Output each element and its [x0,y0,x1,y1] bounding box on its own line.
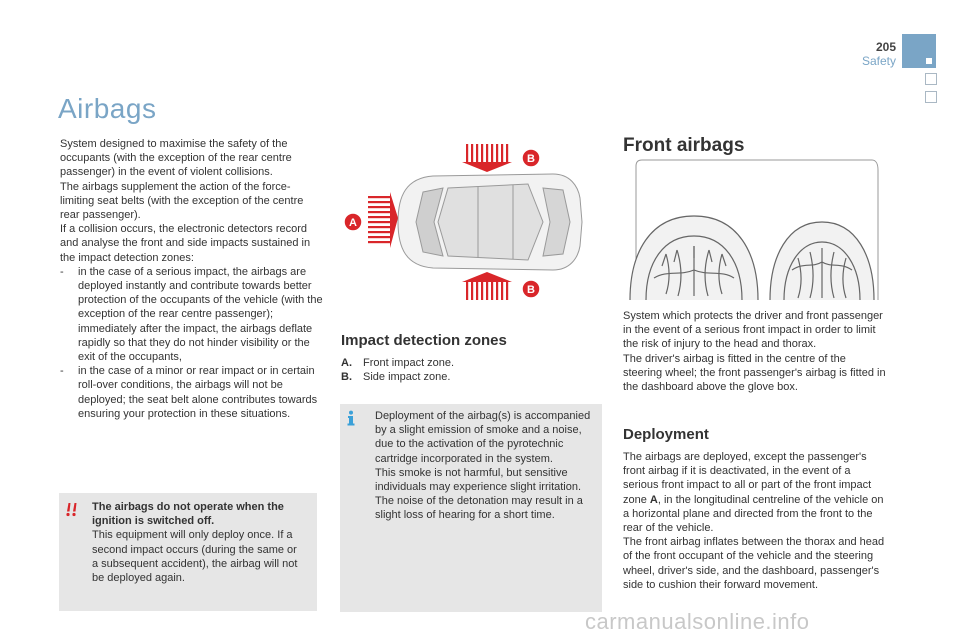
side-impact-arrows-bottom [462,272,512,300]
warning-bold: The airbags do not operate when the ignition is switched off. [92,501,284,528]
impact-zone-key: B. [341,371,352,384]
front-impact-arrows [368,192,398,248]
car-impact-figure [338,138,600,306]
passenger-airbag-icon [770,222,874,300]
intro-paragraph: If a collision occurs, the electronic detectors record and analyse the front and side impacts sustained in the impact detection zones: [60,223,311,264]
warning-body: This equipment will only deploy once. If a second impact occurs (during the same or a subsequent accident), the airbag will not be deployed again. [92,529,298,585]
impact-zone-item [341,356,591,370]
bullet-marker: - [60,265,64,278]
label-b-bottom: B [527,284,535,296]
driver-airbag-icon [630,216,758,300]
label-b-bottom-badge [522,280,540,298]
info-line: Deployment of the airbag(s) is accompanied by a slight emission of smoke and a noise, due to the activation of the pyrotechnic cartridge incorporated in the system. [375,410,591,465]
front-paragraph: The driver's airbag is fitted in the centre of the steering wheel; the front passenger's airbag is fitted in the dashboard above the glove box. [623,352,886,394]
bullet-item [60,364,324,421]
page-title: Airbags [58,93,157,124]
info-icon [344,410,358,426]
bullet-text: in the case of a minor or rear impact or in certain roll-over conditions, the airbags will not be deployed; the seat belt alone contributes towards ensuring your protection in these situations. [78,365,318,420]
intro-paragraph: The airbags supplement the action of the force-limiting seat belts (with the exception of the centre rear passenger). [60,180,304,222]
front-paragraph: System which protects the driver and front passenger in the event of a serious front impact in order to limit the risk of injury to the head and thorax. [623,310,883,351]
bullet-item [60,265,324,364]
bullet-marker: - [60,365,64,378]
intro-text [60,137,324,421]
deployment-text-part: , in the longitudinal centreline of the vehicle on a horizontal plane and directed from the front to the rear of the vehicle. [623,493,884,535]
front-airbags-heading: Front airbags [623,135,745,156]
deployment-paragraph: The front airbag inflates between the thorax and head of the front occupant of the vehicle and the steering wheel, driver's side, and the dashboard, passenger's side to cushion their forward movement. [623,536,885,591]
watermark: carmanualsonline.info [585,609,810,634]
impact-zone-text: Side impact zone. [363,371,451,384]
label-a: A [349,217,357,229]
front-airbags-figure [622,158,882,302]
impact-zones-heading: Impact detection zones [341,332,507,349]
car-icon [398,174,582,270]
section-label: Safety [861,54,896,68]
impact-zone-key: A. [341,357,352,369]
info-line: This smoke is not harmful, but sensitive individuals may experience slight irritation. [375,466,582,494]
section-tab-empty [925,91,937,103]
deployment-zone-ref: A [649,493,658,506]
impact-zones-list [341,356,591,384]
front-airbags-text [623,309,887,394]
label-b-top-badge [522,149,540,167]
page-number: 205 [875,40,896,54]
deployment-heading: Deployment [623,426,709,443]
warning-icon [63,502,79,518]
deployment-text-part: The airbags are deployed, except the passenger's front airbag if it is deactivated, in the event of a serious front impact to all or part of the front impact zone [623,451,872,506]
deployment-paragraph [623,450,887,535]
bullet-text: in the case of a serious impact, the airbags are deployed instantly and contribute towards better protection of the occupants of the vehicle (with the exception of the rear centre passenger); immediately after the impact, the airbags deflate rapidly so that they do not hinder visibility or the exit of the occupants, [78,265,323,364]
section-tab-empty [925,73,937,85]
side-impact-arrows-top [462,144,512,172]
info-line: The noise of the detonation may result in a slight loss of hearing for a short time. [375,495,583,522]
impact-zone-item [341,370,591,384]
label-b-top: B [527,153,535,165]
info-text [375,409,597,523]
impact-zone-text: Front impact zone. [363,357,455,369]
warning-text [92,500,304,585]
section-tab [902,34,936,68]
label-a-badge [344,213,362,231]
intro-paragraph: System designed to maximise the safety of the occupants (with the exception of the rear centre passenger) in the event of violent collisions. [60,138,292,179]
deployment-text [623,450,887,592]
